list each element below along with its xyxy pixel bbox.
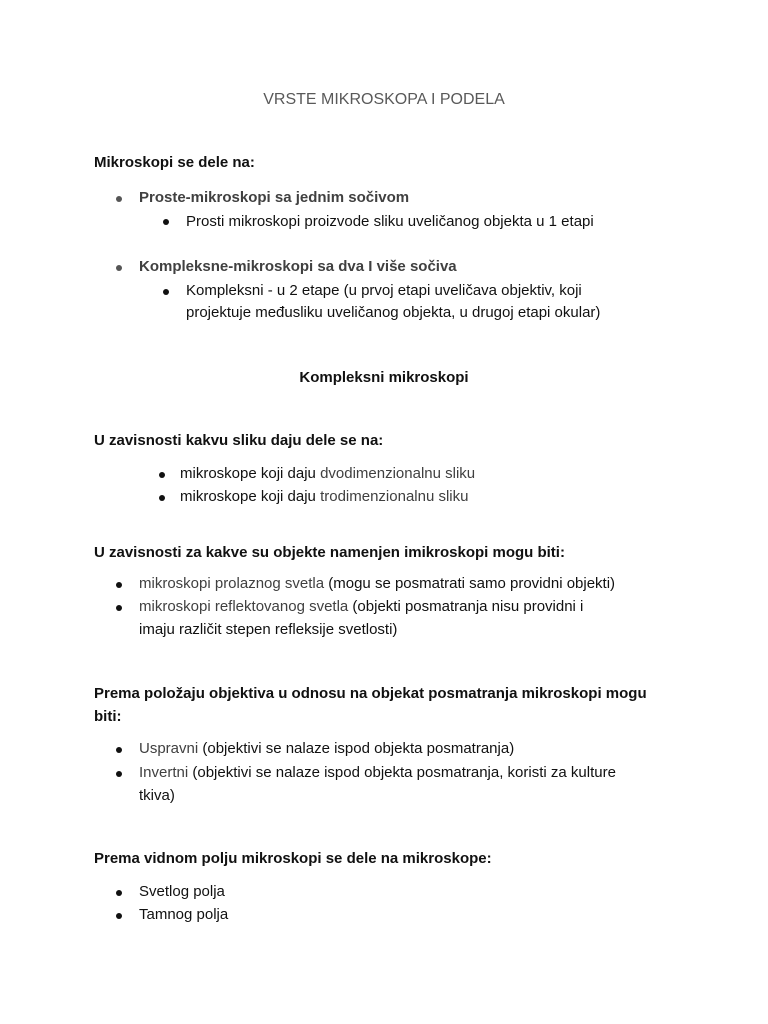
section5-heading: Prema vidnom polju mikroskopi se dele na mikroskope: <box>94 850 492 867</box>
bullet-icon <box>116 582 122 588</box>
section2-item-1 <box>180 464 475 484</box>
section1-item-1-sub: Prosti mikroskopi proizvode sliku uveličanog objekta u 1 etapi <box>186 213 594 230</box>
page-title: VRSTE MIKROSKOPA I PODELA <box>263 91 505 108</box>
section2-item-2-prefix: mikroskope koji daju <box>180 488 321 505</box>
section4-item-1-rest: (objektivi se nalaze ispod objekta posmatranja) <box>198 740 515 757</box>
bullet-icon <box>116 747 122 753</box>
section2-item-2-highlight: trodimenzionalnu sliku <box>320 488 469 505</box>
section5-item-2: Tamnog polja <box>139 906 229 923</box>
section1-item-1: Proste-mikroskopi sa jednim sočivom <box>139 189 410 206</box>
section5-item-1: Svetlog polja <box>139 883 225 900</box>
section3-item-1-highlight: mikroskopi prolaznog svetla <box>139 575 325 592</box>
section4-item-1-highlight: Uspravni <box>139 740 199 757</box>
section-subtitle: Kompleksni mikroskopi <box>299 369 469 386</box>
bullet-icon <box>159 472 165 478</box>
section4-item-2-rest: (objektivi se nalaze ispod objekta posmatranja, koristi za kulture <box>188 764 616 781</box>
section3-item-2-rest: (objekti posmatranja nisu providni i <box>348 598 584 615</box>
section2-item-1-highlight: dvodimenzionalnu sliku <box>320 465 476 482</box>
bullet-icon <box>116 605 122 611</box>
section3-item-2-highlight: mikroskopi reflektovanog svetla <box>139 598 349 615</box>
section4-heading-line2: biti: <box>94 708 122 725</box>
bullet-icon <box>116 913 122 919</box>
section2-item-2 <box>180 487 468 507</box>
section3-item-1-rest: (mogu se posmatrati samo providni objekti) <box>324 575 616 592</box>
section2-item-1-prefix: mikroskope koji daju <box>180 465 321 482</box>
section3-heading: U zavisnosti za kakve su objekte namenjen imikroskopi mogu biti: <box>94 544 565 561</box>
section4-item-2 <box>139 763 616 783</box>
section3-item-2 <box>139 597 583 617</box>
section4-item-1 <box>139 739 514 759</box>
section1-item-2-sub-line1: Kompleksni - u 2 etape (u prvoj etapi uveličava objektiv, koji <box>186 282 582 299</box>
section4-item-2-highlight: Invertni <box>139 764 189 781</box>
section4-heading-line1: Prema položaju objektiva u odnosu na objekat posmatranja mikroskopi mogu <box>94 685 647 702</box>
bullet-icon <box>116 771 122 777</box>
section1-item-2-sub-line2: projektuje međusliku uveličanog objekta, u drugoj etapi okular) <box>186 304 601 321</box>
bullet-icon <box>163 219 169 225</box>
section1-item-2: Kompleksne-mikroskopi sa dva I više sočiva <box>139 258 457 275</box>
bullet-icon <box>116 196 122 202</box>
bullet-icon <box>159 495 165 501</box>
section1-heading: Mikroskopi se dele na: <box>94 154 255 171</box>
section3-item-2-line2: imaju različit stepen refleksije svetlosti) <box>139 621 398 638</box>
section3-item-1 <box>139 574 615 594</box>
bullet-icon <box>163 289 169 295</box>
bullet-icon <box>116 890 122 896</box>
bullet-icon <box>116 265 122 271</box>
section2-heading: U zavisnosti kakvu sliku daju dele se na: <box>94 432 384 449</box>
section4-item-2-line2: tkiva) <box>139 787 175 804</box>
